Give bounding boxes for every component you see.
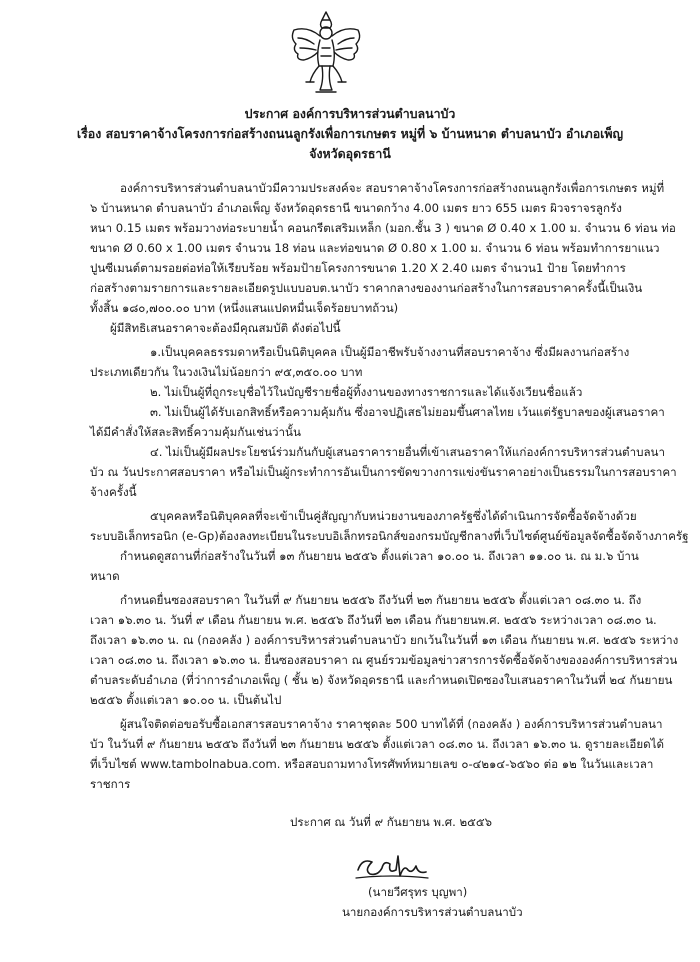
documents-line: ผู้สนใจติดต่อขอรับซื้อเอกสารสอบราคาจ้าง ราคาชุดละ 500 บาทได้ที่ (กองคลัง ) องค์การบริหารส่วนตำบลนา <box>120 717 663 731</box>
qualification-line: ๕บุคคลหรือนิติบุคคลที่จะเข้าเป็นคู่สัญญากับหน่วยงานของภาครัฐซึ่งได้ดำเนินการจัดซื้อจัดจ้างด้วย <box>150 509 637 523</box>
qualification-line: ระบบอิเล็กทรอนิก (e-Gp)ต้องลงทะเบียนในระบบอิเล็กทรอนิกส์ของกรมบัญชีกลางที่เว็บไซต์ศูนย์ข้อมูลจัดซื้อจัดจ้างภาครัฐ <box>90 529 689 543</box>
announcement-province: จังหวัดอุดรธานี <box>309 146 391 161</box>
documents-line: บัว ในวันที่ ๙ กันยายน ๒๕๕๖ ถึงวันที่ ๒๓ กันยายน ๒๕๕๖ ตั้งแต่เวลา ๐๘.๓๐ น. ถึงเวลา ๑๖.๓๐ น. ดูรายละเอียดได้ <box>90 737 665 751</box>
qualification-line: ๑.เป็นบุคคลธรรมดาหรือเป็นนิติบุคคล เป็นผู้มีอาชีพรับจ้างงานที่สอบราคาจ้าง ซึ่งมีผลงานก่อสร้าง <box>150 345 630 359</box>
qualification-line: จ้างครั้งนี้ <box>90 485 137 499</box>
documents-line: ราชการ <box>90 777 131 791</box>
intro-line: ก่อสร้างตามรายการและรายละเอียดรูปแบบอบต.นาบัว ราคากลางของงานก่อสร้างในการสอบราคาครั้งนี้เป็นเงิน <box>90 281 643 295</box>
submission-line: เวลา ๑๖.๓๐ น. วันที่ ๙ เดือน กันยายน พ.ศ. ๒๕๕๖ ถึงวันที่ ๒๓ เดือน กันยายนพ.ศ. ๒๕๕๖ ระหว่างเวลา ๐๘.๓๐ น. <box>90 613 657 627</box>
submission-line: กำหนดยื่นซองสอบราคา ในวันที่ ๙ กันยายน ๒๕๕๖ ถึงวันที่ ๒๓ กันยายน ๒๕๕๖ ตั้งแต่เวลา ๐๘.๓๐ น. ถึง <box>120 593 642 607</box>
qualification-line: ๒. ไม่เป็นผู้ที่ถูกระบุชื่อไว้ในบัญชีรายชื่อผู้ทิ้งงานของทางราชการและได้แจ้งเวียนชื่อแล้ว <box>150 385 583 399</box>
qualification-heading: ผู้มีสิทธิเสนอราคาจะต้องมีคุณสมบัติ ดังต่อไปนี้ <box>110 321 341 335</box>
signer-name: (นายวีศรุทร บุญพา) <box>368 885 468 899</box>
site-visit-line: กำหนดดูสถานที่ก่อสร้างในวันที่ ๑๓ กันยายน ๒๕๕๖ ตั้งแต่เวลา ๑๐.๐๐ น. ถึงเวลา ๑๑.๐๐ น. ณ ม.๖ บ้าน <box>120 549 639 563</box>
qualification-line: บัว ณ วันประกาศสอบราคา หรือไม่เป็นผู้กระทำการอันเป็นการขัดขวางการแข่งขันราคาอย่างเป็นธรรมในการสอบราคา <box>90 465 677 479</box>
qualification-line: ๔. ไม่เป็นผู้มีผลประโยชน์ร่วมกันกับผู้เสนอราคารายอื่นที่เข้าเสนอราคาให้แก่องค์การบริหารส่วนตำบลนา <box>150 445 665 459</box>
submission-line: เวลา ๐๘.๓๐ น. ถึงเวลา ๑๖.๓๐ น. ยื่นซองสอบราคา ณ ศูนย์รวมข้อมูลข่าวสารการจัดซื้อจัดจ้างขององค์การบริหารส่วน <box>90 653 678 667</box>
qualification-line: ๓. ไม่เป็นผู้ได้รับเอกสิทธิ์หรือความคุ้มกัน ซึ่งอาจปฏิเสธไม่ยอมขึ้นศาลไทย เว้นแต่รัฐบาลของผู้เสนอราคา <box>150 405 665 419</box>
signature-icon <box>352 848 432 884</box>
intro-line: หนา 0.15 เมตร พร้อมวางท่อระบายน้ำ คอนกรีตเสริมเหล็ก (มอก.ชั้น 3 ) ขนาด Ø 0.40 x 1.00 ม. จำนวน 6 ท่อน ท่อ <box>90 221 676 235</box>
submission-line: ๒๕๕๖ ตั้งแต่เวลา ๑๐.๐๐ น. เป็นต้นไป <box>90 693 282 707</box>
signer-title: นายกองค์การบริหารส่วนตำบลนาบัว <box>342 905 523 919</box>
qualification-line: ประเภทเดียวกัน ในวงเงินไม่น้อยกว่า ๙๕,๓๕๐.๐๐ บาท <box>90 365 363 379</box>
announce-date: ประกาศ ณ วันที่ ๙ กันยายน พ.ศ. ๒๕๕๖ <box>290 815 493 829</box>
site-visit-line: หนาด <box>90 569 120 583</box>
announcement-title: ประกาศ องค์การบริหารส่วนตำบลนาบัว <box>244 106 456 121</box>
intro-line: ขนาด Ø 0.60 x 1.00 เมตร จำนวน 18 ท่อน และท่อขนาด Ø 0.80 x 1.00 ม. จำนวน 6 ท่อน พร้อมทำการยาแนว <box>90 241 660 255</box>
intro-line: ทั้งสิ้น ๑๘๐,๗๐๐.๐๐ บาท (หนึ่งแสนแปดหมื่นเจ็ดร้อยบาทถ้วน) <box>90 301 399 315</box>
announcement-subject: เรื่อง สอบราคาจ้างโครงการก่อสร้างถนนลูกรังเพื่อการเกษตร หมู่ที่ ๖ บ้านหนาด ตำบลนาบัว อำเภอเพ็ญ <box>76 126 624 141</box>
submission-line: ตำบลระดับอำเภอ (ที่ว่าการอำเภอเพ็ญ ( ชั้น ๒) จังหวัดอุดรธานี และกำหนดเปิดซองใบเสนอราคาในวันที่ ๒๔ กันยายน <box>90 673 673 687</box>
garuda-emblem-icon <box>286 8 366 96</box>
intro-line: องค์การบริหารส่วนตำบลนาบัวมีความประสงค์จะ สอบราคาจ้างโครงการก่อสร้างถนนลูกรังเพื่อการเกษตร หมู่ที่ <box>120 181 665 195</box>
intro-line: ปูนซีเมนต์ตามรอยต่อท่อให้เรียบร้อย พร้อมป้ายโครงการขนาด 1.20 X 2.40 เมตร จำนวน1 ป้าย โดยทำการ <box>90 261 626 275</box>
submission-line: ถึงเวลา ๑๖.๓๐ น. ณ (กองคลัง ) องค์การบริหารส่วนตำบลนาบัว ยกเว้นในวันที่ ๑๓ เดือน กันยายน พ.ศ. ๒๕๕๖ ระหว่าง <box>90 633 679 647</box>
intro-line: ๖ บ้านหนาด ตำบลนาบัว อำเภอเพ็ญ จังหวัดอุดรธานี ขนาดกว้าง 4.00 เมตร ยาว 655 เมตร ผิวจราจรลูกรัง <box>90 201 622 215</box>
documents-line: ที่เว็บไซต์ www.tambolnabua.com. หรือสอบถามทางโทรศัพท์หมายเลข ๐-๔๒๑๔-๖๕๖๐ ต่อ ๑๒ ในวันและเวลา <box>90 757 654 771</box>
qualification-line: ได้มีคำสั่งให้สละสิทธิ์ความคุ้มกันเช่นว่านั้น <box>90 425 301 439</box>
